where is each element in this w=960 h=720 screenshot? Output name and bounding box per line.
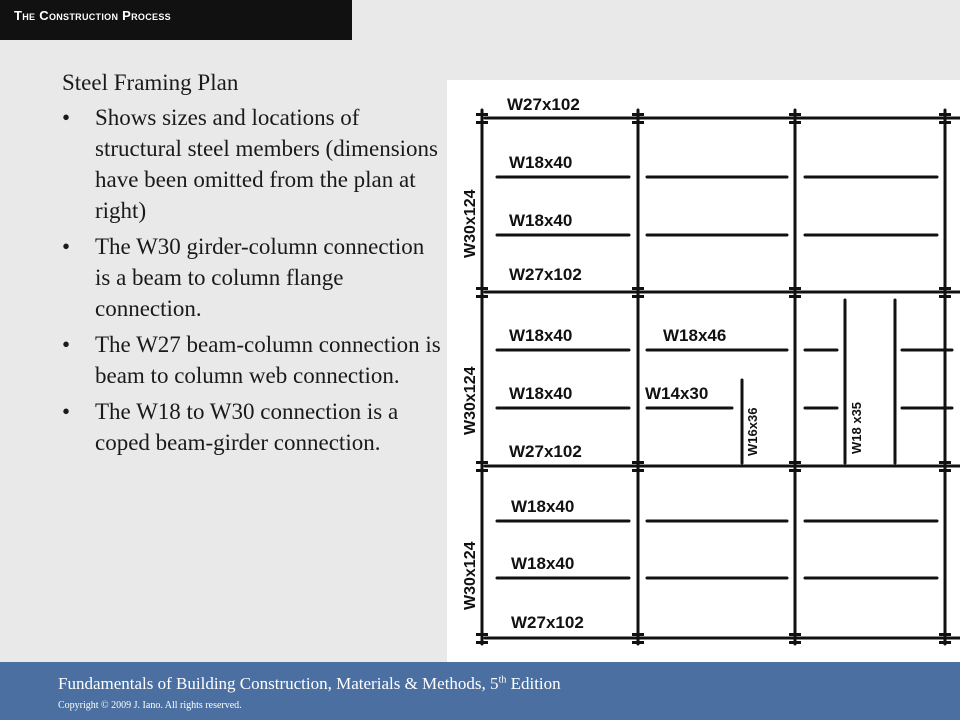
book-title: Fundamentals of Building Construction, Materials & Methods, 5th Edition <box>58 674 561 693</box>
beam-label: W18x46 <box>663 326 727 345</box>
bullet-item: • Shows sizes and locations of structural steel members (dimensions have been omitted from the plan at right) <box>62 102 442 226</box>
girder-label: W30x124 <box>462 366 479 435</box>
beam-label: W18 x35 <box>849 401 864 454</box>
bullet-item: • The W27 beam-column connection is beam to column web connection. <box>62 329 442 391</box>
bullet-item: • The W30 girder-column connection is a beam to column flange connection. <box>62 231 442 324</box>
girder-label: W30x124 <box>462 189 479 258</box>
beam-label: W18x40 <box>509 326 573 345</box>
girder-label: W30x124 <box>462 541 479 610</box>
beam-label: W18x40 <box>511 554 575 573</box>
slide-subtitle: Steel Framing Plan <box>62 70 239 95</box>
section-title: The Construction Process <box>14 8 171 23</box>
beam-label: W27x102 <box>511 613 584 632</box>
bullet-list <box>62 102 442 458</box>
beam-label: W16x36 <box>745 407 760 456</box>
beam-label: W18x40 <box>509 153 573 172</box>
steel-framing-plan-figure <box>447 80 960 662</box>
beam-label: W18x40 <box>509 211 573 230</box>
beam-label: W27x102 <box>509 442 582 461</box>
slide-content <box>62 70 442 463</box>
copyright-text: Copyright © 2009 J. Iano. All rights reserved. <box>58 700 242 711</box>
beam-label: W27x102 <box>509 265 582 284</box>
beam-label: W14x30 <box>645 384 709 403</box>
beam-label: W27x102 <box>507 95 580 114</box>
beam-label: W18x40 <box>511 497 575 516</box>
section-title-tab <box>0 0 352 40</box>
beam-label: W18x40 <box>509 384 573 403</box>
footer-bar <box>0 662 960 720</box>
framing-plan-drawing <box>447 80 960 662</box>
bullet-item: • The W18 to W30 connection is a coped beam-girder connection. <box>62 396 442 458</box>
